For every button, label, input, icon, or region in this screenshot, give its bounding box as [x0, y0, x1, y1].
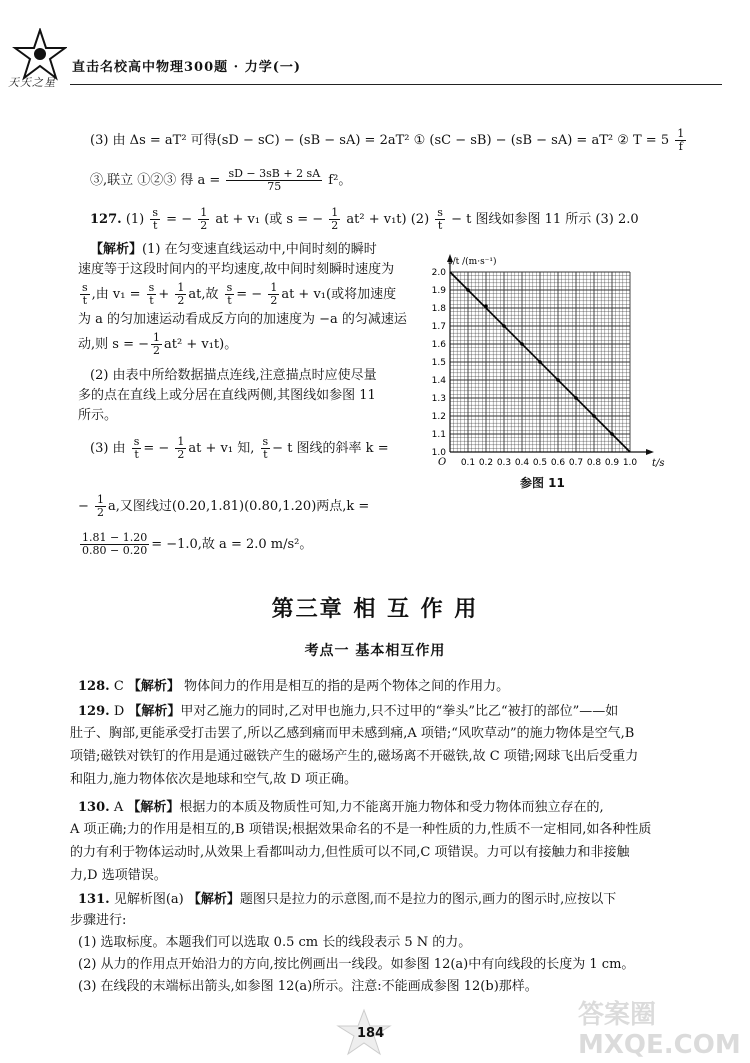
q126-text1: (3) 由 Δs = aT² 可得(sD − sC) − (sB − sA) = 2aT² ① (sC − sB) − (sB − sA) = aT² ② T = 5	[90, 133, 670, 148]
y-tick-label: 1.3	[431, 394, 446, 404]
analysis-text: (3) 由	[90, 441, 126, 456]
logo-text: 天天之星	[8, 76, 56, 89]
analysis-text: (2) 由表中所给数据描点连线,注意描点时应使尽量	[90, 368, 377, 383]
q126-text2: ③,联立 ①②③ 得 a =	[90, 173, 221, 188]
watermark: 答案圈 MXQE.COM	[578, 1000, 741, 1060]
step-text: (1) 选取标度。本题我们可以选取 0.5 cm 长的线段表示 5 N 的力。	[78, 935, 472, 950]
fraction: $\frac{s}{t}$	[82, 281, 88, 307]
data-point	[466, 288, 470, 292]
analysis-text: 所示。	[78, 408, 118, 423]
fraction: $\frac{1}{2}$	[200, 206, 208, 232]
q127-analysis	[78, 240, 420, 464]
fraction: $\frac{s}{t}$	[226, 281, 233, 307]
analysis-text: 力,D 选项错误。	[70, 868, 167, 883]
analysis-text: 肚子、胸部,更能承受打击罢了,所以乙感到痛而甲未感到痛,A 项错;“风吹草动”的施力物体是空气,B	[70, 726, 635, 741]
question-number: 131.	[78, 892, 110, 907]
answer: 见解析图(a)	[113, 892, 184, 907]
x-tick-label: 0.2	[478, 458, 494, 468]
header-rule	[70, 84, 722, 85]
y-tick-label: 2.0	[431, 268, 446, 278]
analysis-tag: 【解析】	[127, 679, 180, 694]
analysis-text: at + v₁ 知,	[188, 441, 255, 456]
fraction: $\frac{1.81 - 1.20}{0.80 - 0.20}$	[82, 531, 148, 557]
analysis-text: ,由 v₁ =	[91, 287, 141, 302]
x-tick-label: 0.5	[532, 458, 548, 468]
q127-result-line	[78, 530, 312, 560]
q128	[78, 676, 698, 698]
analysis-text: +	[158, 287, 170, 302]
question-number: 129.	[78, 704, 110, 719]
step-text: (2) 从力的作用点开始沿力的方向,按比例画出一线段。如参图 12(a)中有向线段的长度为 1 cm。	[78, 957, 635, 972]
fraction: $\frac{s}{t}$	[437, 206, 443, 232]
x-tick-label: 0.1	[460, 458, 476, 468]
analysis-text: (1) 在匀变速直线运动中,中间时刻的瞬时	[142, 242, 377, 257]
analysis-text: 速度等于这段时间内的平均速度,故中间时刻瞬时速度为	[78, 262, 395, 277]
y-tick-label: 1.4	[431, 376, 446, 386]
analysis-text: 多的点在直线上或分居在直线两侧,其图线如参图 11	[78, 388, 376, 403]
x-tick-label: 0.3	[496, 458, 512, 468]
analysis-text: 根据力的本质及物质性可知,力不能离开施力物体和受力物体而独立存在的,	[179, 800, 604, 815]
y-tick-label: 1.8	[431, 304, 446, 314]
x-tick-label: 1.0	[622, 458, 638, 468]
answer: C	[113, 679, 124, 694]
data-point	[574, 396, 578, 400]
fraction: $\frac{s}{t}$	[152, 206, 159, 232]
answer: A	[113, 800, 124, 815]
q126-line2	[90, 168, 351, 193]
page-number: 184	[357, 1026, 385, 1041]
chapter-title: 第三章 相 互 作 用	[271, 597, 479, 622]
x-tick-label: 0.6	[550, 458, 566, 468]
analysis-text: 步骤进行:	[70, 913, 127, 928]
y-tick-label: 1.0	[431, 448, 446, 458]
analysis-tag: 【解析】	[187, 892, 240, 907]
x-tick-label: 0.8	[586, 458, 602, 468]
data-point	[556, 378, 560, 382]
y-tick-label: 1.6	[431, 340, 446, 350]
analysis-text: 甲对乙施力的同时,乙对甲也施力,只不过甲的“拳头”比乙“被打的部位”——如	[180, 704, 619, 719]
question-number: 127.	[90, 212, 122, 227]
q126-text3: f²。	[328, 173, 352, 188]
fraction: $\frac{s}{t}$	[133, 435, 140, 461]
data-point	[502, 324, 506, 328]
s-t-chart	[420, 250, 690, 470]
data-point	[610, 432, 614, 436]
x-tick-label: 0.4	[514, 458, 530, 468]
data-point	[538, 360, 542, 364]
question-number: 130.	[78, 800, 110, 815]
fraction: $\frac{s}{t}$	[148, 281, 155, 307]
answer-part: (1)	[125, 212, 145, 227]
analysis-text: 项错;磁铁对铁钉的作用是通过磁铁产生的磁场产生的,磁场离不开磁铁,故 C 项错;网球飞出后受重力	[70, 749, 639, 764]
answer-part: at + v₁ (或 s = −	[215, 212, 324, 227]
analysis-text: 动,则 s = −	[78, 337, 149, 352]
x-axis-label: t/s	[652, 458, 665, 469]
fraction: $\frac{1}{2}$	[177, 435, 185, 461]
analysis-text: at² + v₁t)。	[164, 337, 238, 352]
x-tick-label: 0.7	[568, 458, 584, 468]
fraction: $\frac{sD - 3sB + 2 sA}{75}$	[228, 167, 321, 193]
origin-label: O	[438, 457, 447, 468]
data-point	[592, 414, 596, 418]
analysis-text: − t 图线的斜率 k =	[272, 441, 389, 456]
y-axis-label: s/t /(m·s⁻¹)	[448, 257, 497, 267]
section-title: 考点一 基本相互作用	[304, 643, 446, 659]
y-tick-label: 1.7	[431, 322, 446, 332]
x-tick-label: 0.9	[604, 458, 620, 468]
step-text: (3) 在线段的末端标出箭头,如参图 12(a)所示。注意:不能画成参图 12(b)那样。	[78, 979, 538, 994]
analysis-text: = −	[236, 287, 263, 302]
y-tick-label: 1.5	[431, 358, 446, 368]
fraction: $\frac{1}{f}$	[677, 127, 685, 153]
book-title: 直击名校高中物理300题 · 力学(一)	[72, 60, 302, 75]
fraction: $\frac{s}{t}$	[262, 435, 269, 461]
analysis-tag: 【解析】	[127, 800, 180, 815]
analysis-text: 题图只是拉力的示意图,而不是拉力的图示,画力的图示时,应按以下	[239, 892, 617, 907]
answer: D	[113, 704, 125, 719]
q129	[70, 702, 698, 791]
analysis-text: = −	[143, 441, 170, 456]
y-tick-label: 1.1	[431, 430, 446, 440]
figure-caption: 参图 11	[520, 476, 565, 490]
analysis-tag: 【解析】	[128, 704, 181, 719]
y-tick-label: 1.9	[431, 286, 446, 296]
analysis-text: 物体间力的作用是相互的指的是两个物体之间的作用力。	[184, 679, 510, 694]
answer-part: − t 图线如参图 11 所示 (3) 2.0	[451, 212, 639, 227]
analysis-text: 为 a 的匀加速运动看成反方向的加速度为 −a 的匀减速运	[78, 312, 407, 327]
fraction: $\frac{1}{2}$	[177, 281, 185, 307]
question-number: 128.	[78, 679, 110, 694]
data-point	[484, 304, 488, 308]
analysis-text: 的力有利于物体运动时,从效果上看都叫动力,但性质可以不同,C 项错误。力可以有接触力和非接触	[70, 845, 630, 860]
analysis-text: at + v₁(或将加速度	[281, 287, 397, 302]
fraction: $\frac{1}{2}$	[97, 493, 105, 519]
analysis-text: −	[78, 499, 89, 514]
q131	[70, 890, 698, 998]
q127-slope-line	[78, 492, 369, 522]
q127-answer-line	[90, 207, 639, 232]
y-tick-label: 1.2	[431, 412, 446, 422]
analysis-text: = −1.0,故 a = 2.0 m/s²。	[151, 537, 313, 552]
fraction: $\frac{1}{2}$	[331, 206, 339, 232]
analysis-text: A 项正确;力的作用是相互的,B 项错误;根据效果命名的不是一种性质的力,性质不一定相同,如各种性质	[70, 822, 652, 837]
answer-part: at² + v₁t) (2)	[346, 212, 430, 227]
analysis-text: at,故	[188, 287, 219, 302]
x-axis-arrow-icon	[646, 449, 654, 455]
answer-part: = −	[166, 212, 193, 227]
fraction: $\frac{1}{2}$	[270, 281, 278, 307]
fraction: $\frac{1}{2}$	[153, 331, 160, 357]
data-point	[520, 342, 524, 346]
analysis-text: a,又图线过(0.20,1.81)(0.80,1.20)两点,k =	[108, 499, 370, 514]
q126-line1	[90, 128, 688, 153]
page-header	[0, 0, 750, 100]
q130	[70, 798, 698, 887]
analysis-tag: 【解析】	[90, 242, 143, 257]
analysis-text: 和阻力,施力物体依次是地球和空气,故 D 项正确。	[70, 772, 357, 787]
